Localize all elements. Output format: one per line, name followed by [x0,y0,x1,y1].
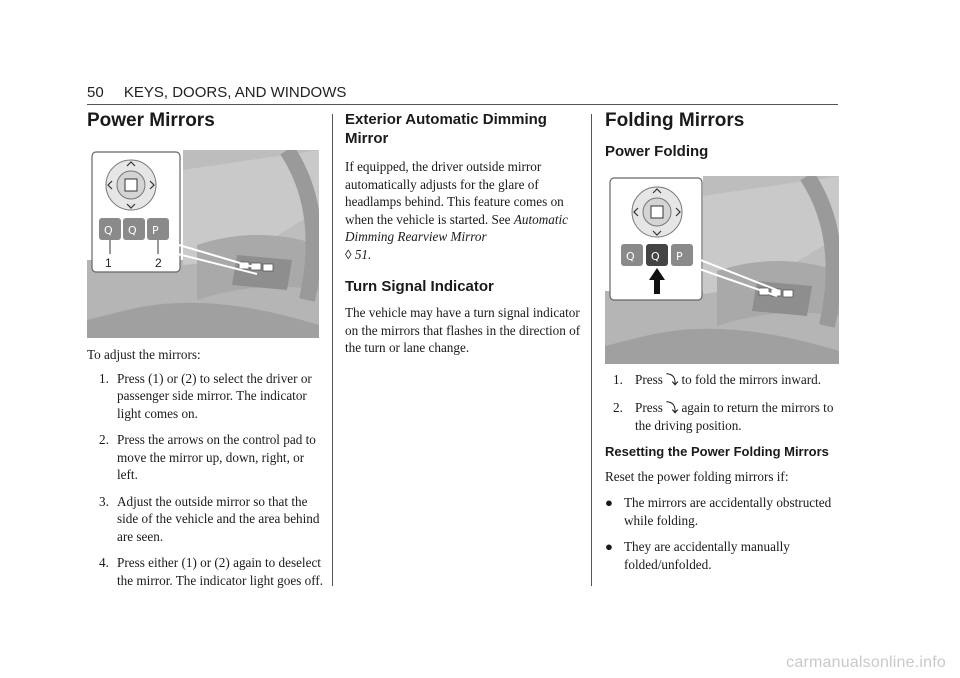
turn-signal-heading: Turn Signal Indicator [345,278,494,295]
reset-intro: Reset the power folding mirrors if: [605,468,789,484]
svg-text:Q: Q [104,224,113,237]
subsection-heading: Power Folding [605,143,709,160]
power-mirrors-text [87,346,325,598]
column-folding-mirrors [605,110,840,161]
mirror-control-illustration [87,150,319,338]
dimming-paragraph: If equipped, the driver outside mirror automatically adjusts for the glare of headlamps behind. This feature comes on when the vehicle is started. See Automatic Dimming Rearview Mirror ◊ 51. [345,159,569,262]
list-item: 1. Press ⤵ to fold the mirrors inward. [613,372,821,387]
section-heading: Folding Mirrors [605,110,745,131]
intro-text: To adjust the mirrors: [87,347,201,362]
callout-1: 1 [105,256,112,270]
page-number: 50 [87,84,104,101]
reference-page: 51 [354,246,369,262]
folding-control-illustration [605,176,839,364]
folding-mirrors-text [605,371,843,582]
list-item: 1. Press (1) or (2) to select the driver or passenger side mirror. The indicator light comes on. [99,370,312,421]
book-reference-icon: ◊ [345,246,352,262]
list-item: 2. Press the arrows on the control pad to move the mirror up, down, right, or left. [99,432,316,482]
folding-steps-list [605,371,843,435]
reset-conditions-list [605,494,843,573]
reset-heading: Resetting the Power Folding Mirrors [605,443,829,459]
watermark: carmanualsonline.info [786,654,946,671]
list-item: ● They are accidentally manually folded/unfolded. [605,539,790,572]
turn-signal-paragraph: The vehicle may have a turn signal indicator on the mirrors that flashes in the direction of the turn or lane change. [345,305,581,355]
svg-text:P: P [676,250,683,263]
svg-text:Q: Q [626,250,635,263]
section-heading: Power Mirrors [87,110,215,131]
mirror-fold-icon: ⤵ [666,400,679,415]
list-item: 2. Press ⤵ again to return the mirrors to the driving position. [613,399,834,433]
mirror-fold-icon: ⤵ [666,373,679,387]
list-item: 3. Adjust the outside mirror so that the side of the vehicle and the area behind are seen. [99,493,320,544]
list-item: 4. Press either (1) or (2) again to deselect the mirror. The indicator light goes off. [99,555,324,588]
list-item: ● The mirrors are accidentally obstructed while folding. [605,495,832,528]
svg-text:Q: Q [651,250,660,263]
dimming-reference: Automatic Dimming Rearview Mirror [345,211,569,244]
section-title: KEYS, DOORS, AND WINDOWS [123,84,347,101]
column-divider [332,114,333,586]
column-divider [591,114,592,586]
dimming-heading: Exterior Automatic Dimming Mirror [345,111,547,147]
column-power-mirrors [87,110,322,132]
svg-text:P: P [152,224,159,237]
column-dimming-turn-signal [345,110,581,357]
callout-2: 2 [155,256,162,270]
page-header [87,84,838,105]
adjust-steps-list [87,370,325,590]
svg-text:Q: Q [128,224,137,237]
